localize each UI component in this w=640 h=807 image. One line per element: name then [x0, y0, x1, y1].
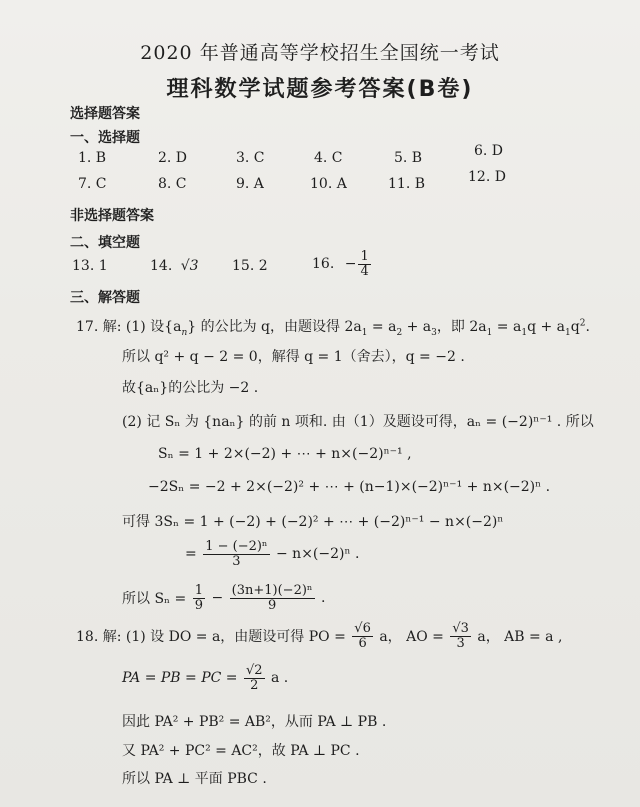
q18-text: PA = PB = PC = — [122, 670, 238, 687]
fill-answer — [312, 250, 373, 278]
fill-answer: 13. 1 — [72, 258, 108, 274]
q17-line-2: 所以 q² + q − 2 = 0，解得 q = 1（舍去），q = −2 . — [122, 349, 465, 365]
fraction — [244, 664, 265, 692]
solution-heading: 三、解答题 — [70, 290, 140, 306]
q17-line-1: 17. 解: (1) 设$\{a_n\}$ 的公比为 q，由题设得 $2a_1 = a_2 + a_3$，即 $2a_1 = a_1q + a_1q^2$. — [76, 318, 590, 338]
fraction — [450, 622, 471, 650]
q17-text: − n×(−2)ⁿ . — [276, 546, 360, 563]
exam-title: 2020 年普通高等学校招生全国统一考试 — [140, 42, 500, 64]
q17-text: } 的公比为 q，由题设得 2a — [187, 319, 362, 335]
q17-line-7: 可得 3Sₙ = 1 + (−2) + (−2)² + ⋯ + (−2)ⁿ⁻¹ − n×(−2)ⁿ — [122, 514, 504, 530]
answer-item: 4. C — [314, 150, 343, 166]
q17-text: q — [570, 319, 580, 335]
answer-item: 9. A — [236, 176, 264, 192]
numerator: 1 — [360, 249, 369, 264]
q18-line-4: 又 PA² + PC² = AC²，故 PA ⊥ PC . — [122, 743, 360, 759]
q17-line-9 — [122, 584, 325, 612]
q18-text: (1) 设 DO = a，由题设可得 PO = — [125, 629, 346, 646]
minus-sign: − — [211, 590, 224, 607]
numerator: 1 — [194, 583, 204, 598]
denominator: 3 — [456, 635, 465, 651]
fill-blank-heading: 二、填空题 — [70, 235, 140, 251]
nonchoice-answers-heading: 非选择题答案 — [70, 208, 154, 224]
numerator: √6 — [354, 621, 371, 636]
q17-text: 2 — [579, 318, 586, 329]
answer-item: 3. C — [236, 150, 265, 166]
answer-item: 5. B — [394, 150, 423, 166]
answer-item: 11. B — [388, 176, 426, 192]
q18-line-5: 所以 PA ⊥ 平面 PBC . — [122, 771, 267, 787]
equals-sign: = — [185, 546, 197, 563]
q17-line-6: −2Sₙ = −2 + 2×(−2)² + ⋯ + (n−1)×(−2)ⁿ⁻¹ + n×(−2)ⁿ . — [148, 479, 551, 495]
q17-text: . — [321, 590, 326, 607]
q18-text: a . — [271, 670, 289, 687]
answer-item: 10. A — [310, 176, 347, 192]
answer-item: 7. C — [78, 176, 107, 192]
q17-text: = a — [492, 319, 522, 335]
q18-line-2 — [122, 664, 288, 692]
q17-text: . — [585, 319, 590, 335]
numerator: √2 — [245, 663, 263, 678]
fill-answer-label: 14. — [150, 258, 173, 274]
answer-item: 1. B — [78, 150, 107, 166]
answer-item: 6. D — [474, 143, 504, 159]
q17-text: + a — [402, 319, 432, 335]
fill-answer-sign: − — [344, 256, 357, 273]
q17-text: (1) 设{a — [125, 319, 182, 335]
fraction — [203, 540, 269, 568]
answer-item: 2. D — [158, 150, 188, 166]
choice-answers-heading: 选择题答案 — [70, 106, 140, 122]
numerator: (3n+1)(−2)ⁿ — [231, 583, 313, 598]
q17-label: 17. 解: — [76, 319, 122, 335]
q17-line-3: 故{aₙ}的公比为 −2 . — [122, 380, 259, 396]
denominator: 6 — [358, 635, 367, 651]
q17-text: ，即 2a — [436, 319, 487, 335]
answer-key-title: 理科数学试题参考答案(B卷) — [166, 77, 474, 102]
denominator: 9 — [194, 597, 204, 613]
numerator: 1 − (−2)ⁿ — [205, 539, 268, 554]
denominator: 3 — [232, 553, 241, 569]
q18-line-1 — [76, 622, 562, 650]
answer-item: 8. C — [158, 176, 187, 192]
q17-line-4: (2) 记 Sₙ 为 {naₙ} 的前 n 项和. 由（1）及题设可得，aₙ = (−2)ⁿ⁻¹ . 所以 — [122, 414, 594, 430]
denominator: 9 — [267, 597, 277, 613]
q17-text: q + a — [527, 319, 566, 335]
q17-text: 所以 Sₙ = — [122, 591, 187, 608]
fill-answer-label: 16. — [312, 256, 335, 273]
q18-line-3: 因此 PA² + PB² = AB²，从而 PA ⊥ PB . — [122, 714, 387, 730]
q17-line-5: Sₙ = 1 + 2×(−2) + ⋯ + n×(−2)ⁿ⁻¹ , — [158, 446, 412, 462]
fill-answer: 15. 2 — [232, 258, 268, 274]
fill-answer-value: √3 — [180, 258, 199, 274]
denominator: 4 — [360, 263, 369, 279]
fill-answer — [150, 258, 199, 274]
q18-text: a， AB = a , — [477, 629, 563, 646]
q17-text: = a — [367, 319, 397, 335]
numerator: √3 — [452, 621, 469, 636]
fraction — [193, 584, 205, 612]
q18-label: 18. 解: — [76, 629, 122, 646]
answer-item: 12. D — [468, 169, 506, 185]
q18-text: a， AO = — [379, 629, 444, 646]
q17-line-8 — [185, 540, 359, 568]
fraction — [230, 584, 315, 612]
fraction — [352, 622, 373, 650]
choice-section-heading: 一、选择题 — [70, 130, 140, 146]
denominator: 2 — [250, 677, 259, 693]
fraction — [358, 250, 370, 278]
